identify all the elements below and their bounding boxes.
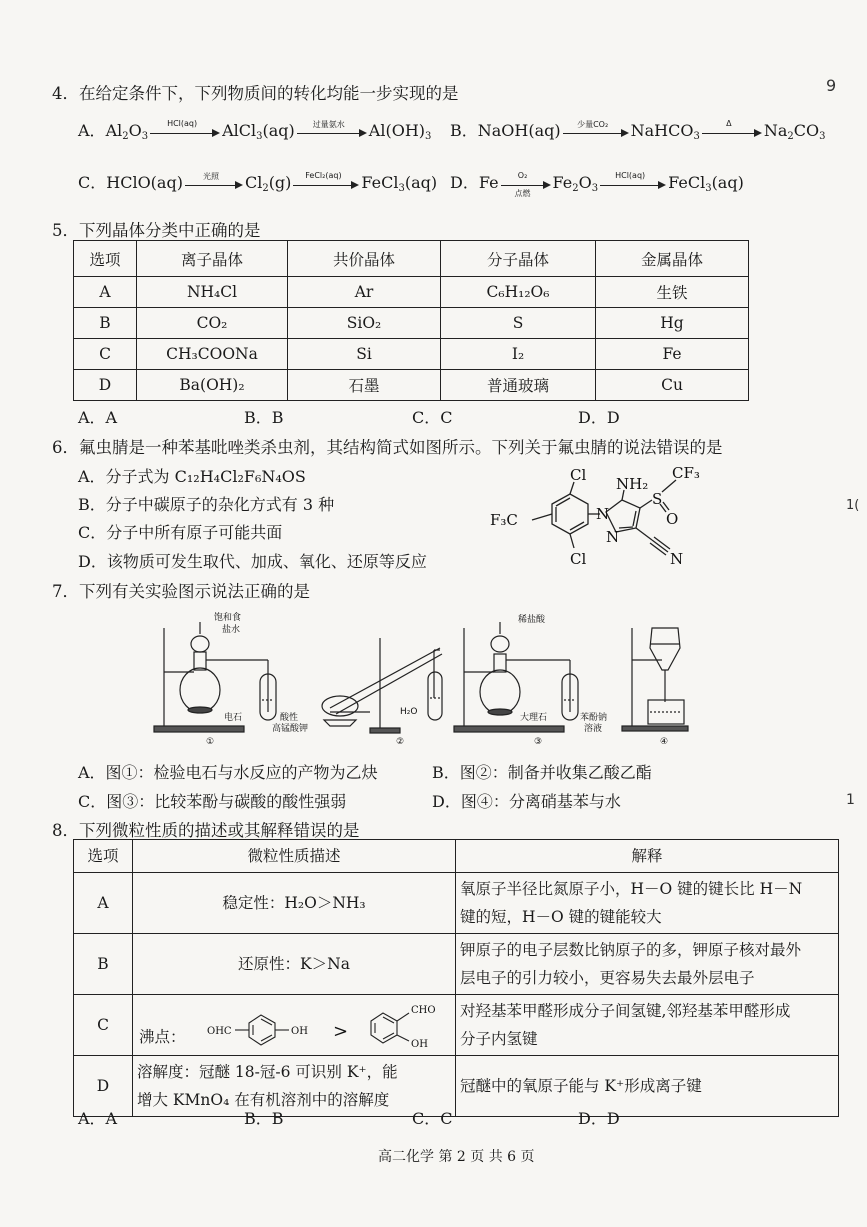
question-7-stem: 7．下列有关实验图示说法正确的是 [52, 582, 310, 601]
q8-answer-b: B．B [244, 1109, 284, 1128]
figure-4-separating-funnel [622, 628, 688, 731]
figure-3-label-hcl: 稀盐酸 [518, 615, 546, 625]
crystal-classification-table [73, 240, 749, 401]
reaction-arrow-icon: FeCl₂(aq) [293, 177, 359, 191]
figure-4-number: ④ [660, 737, 669, 747]
reaction-arrow-icon: HCl(aq) [600, 177, 666, 191]
particle-properties-table [73, 839, 839, 1117]
table-cell: Cu [596, 370, 749, 401]
description-line: 溶解度：冠醚 18-冠-6 可识别 K⁺，能 [137, 1063, 398, 1081]
table-cell [456, 995, 839, 1056]
table-cell: Hg [596, 308, 749, 339]
q8-answer-d: D．D [578, 1109, 620, 1128]
table-cell: 冠醚中的氧原子能与 K⁺形成离子键 [456, 1056, 839, 1117]
experiment-apparatus-figures [150, 608, 690, 750]
table-header-cell: 共价晶体 [288, 241, 441, 277]
table-cell: D [74, 1056, 133, 1117]
benzene-ring [552, 494, 588, 534]
greater-than-sign: > [333, 1021, 349, 1042]
table-cell: I₂ [441, 339, 596, 370]
table-cell: S [441, 308, 596, 339]
table-header-row [74, 840, 839, 873]
q6-option-b: B．分子中碳原子的杂化方式有 3 种 [78, 495, 335, 514]
figure-2-number: ② [396, 737, 405, 747]
table-header-cell: 选项 [74, 840, 133, 873]
pyrazole-n1-label: N [596, 505, 610, 523]
boiling-point-label: 沸点： [139, 1028, 186, 1046]
figure-3-acidity-apparatus [454, 622, 578, 732]
table-cell [456, 934, 839, 995]
q7-option-b: B．图②：制备并收集乙酸乙酯 [432, 763, 652, 782]
figure-2-label-water: H₂O [400, 707, 418, 717]
table-header-cell: 离子晶体 [137, 241, 288, 277]
q4-option-d: D．Fe O₂ 点燃 $Fe_2O_3$ HCl(aq) FeCl$_3$(aq) [450, 170, 744, 198]
table-cell: 稳定性：H₂O＞NH₃ [133, 873, 456, 934]
table-cell: Si [288, 339, 441, 370]
q7-option-d: D．图④：分离硝基苯与水 [432, 792, 621, 811]
q4-option-b: B．NaOH(aq) 少量CO₂ NaHCO$_3$ Δ $Na_2CO_3$ [450, 118, 826, 142]
ortho-hydroxyl-label: OH [411, 1039, 428, 1050]
figure-1-label-saltwater: 饱和食 [214, 613, 242, 623]
table-cell: C [74, 339, 137, 370]
q8-answer-a: A．A [78, 1109, 118, 1128]
table-cell: 石墨 [288, 370, 441, 401]
table-row [74, 1056, 839, 1117]
explanation-line: 层电子的引力较小，更容易失去最外层电子 [460, 969, 755, 987]
table-cell [456, 873, 839, 934]
margin-mark: 1 [846, 792, 855, 808]
reaction-arrow-icon: 过量氨水 [297, 125, 367, 139]
reaction-arrow-icon: 少量CO₂ [563, 125, 629, 139]
table-row [74, 339, 749, 370]
hydroxybenzaldehyde-comparison [195, 997, 445, 1053]
figure-1-label-carbide: 电石 [224, 713, 243, 723]
reaction-arrow-icon: Δ [702, 125, 762, 139]
table-cell: B [74, 934, 133, 995]
table-header-cell: 金属晶体 [596, 241, 749, 277]
q7-option-c: C．图③：比较苯酚与碳酸的酸性强弱 [78, 792, 347, 811]
figure-1-label-saltwater-2: 盐水 [222, 625, 241, 635]
sulfur-label: S [652, 490, 663, 508]
table-cell: NH₄Cl [137, 277, 288, 308]
table-row [74, 995, 839, 1056]
fipronil-structure-diagram [490, 462, 720, 574]
figure-3-label-marble: 大理石 [520, 713, 548, 723]
para-hydroxyl-label: OH [291, 1026, 308, 1037]
figure-1-label-permanganate: 高锰酸钾 [272, 724, 309, 734]
reaction-arrow-icon: HCl(aq) [150, 125, 220, 139]
q5-answer-b: B．B [244, 408, 284, 427]
explanation-line: 键的短，H－O 键的键能较大 [460, 908, 662, 926]
figure-1-acetylene-apparatus [154, 622, 276, 732]
reaction-arrow-icon: 光照 [185, 177, 243, 191]
table-row [74, 934, 839, 995]
q5-answer-a: A．A [78, 408, 118, 427]
question-5-stem: 5．下列晶体分类中正确的是 [52, 221, 261, 240]
figure-1-number: ① [206, 737, 215, 747]
table-cell: SiO₂ [288, 308, 441, 339]
table-cell: C [74, 995, 133, 1056]
figure-2-ester-apparatus [322, 638, 442, 733]
explanation-line: 钾原子的电子层数比钠原子的多，钾原子核对最外 [460, 941, 802, 959]
q8-answer-c: C．C [412, 1109, 453, 1128]
figure-3-label-phenoxide: 苯酚钠 [580, 713, 608, 723]
table-cell: A [74, 873, 133, 934]
trifluoromethyl-label: F₃C [490, 511, 518, 529]
margin-mark: 1( [846, 498, 860, 513]
oxygen-label: O [666, 510, 679, 528]
q6-option-a: A．分子式为 C₁₂H₄Cl₂F₆N₄OS [78, 467, 306, 486]
table-cell: Ar [288, 277, 441, 308]
cf3-label: CF₃ [672, 464, 700, 482]
table-row [74, 308, 749, 339]
chlorine-top-label: Cl [570, 466, 587, 484]
figure-3-label-solution: 溶液 [584, 724, 603, 734]
table-cell: CH₃COONa [137, 339, 288, 370]
table-header-cell: 选项 [74, 241, 137, 277]
amino-group-label: NH₂ [616, 475, 649, 493]
table-cell: B [74, 308, 137, 339]
question-6-stem: 6．氟虫腈是一种苯基吡唑类杀虫剂，其结构简式如图所示。下列关于氟虫腈的说法错误的是 [52, 438, 723, 457]
explanation-line: 分子内氢键 [460, 1030, 538, 1048]
table-header-cell: 解释 [456, 840, 839, 873]
q6-option-d: D．该物质可发生取代、加成、氧化、还原等反应 [78, 552, 427, 571]
table-cell [133, 995, 456, 1056]
table-cell: 还原性：K＞Na [133, 934, 456, 995]
table-cell: C₆H₁₂O₆ [441, 277, 596, 308]
page-corner-number: 9 [826, 76, 837, 95]
table-header-row [74, 241, 749, 277]
para-aldehyde-label: OHC [207, 1026, 232, 1037]
q4-option-a: A．$Al_2O_3$ HCl(aq) AlCl$_3$(aq) 过量氨水 $Al(OH)_3$ [78, 118, 432, 142]
q6-option-c: C．分子中所有原子可能共面 [78, 523, 283, 542]
reaction-arrow-icon: O₂ 点燃 [501, 177, 551, 191]
table-row [74, 277, 749, 308]
q7-option-a: A．图①：检验电石与水反应的产物为乙炔 [78, 763, 378, 782]
table-header-cell: 分子晶体 [441, 241, 596, 277]
question-4-stem: 4．在给定条件下，下列物质间的转化均能一步实现的是 [52, 84, 459, 103]
q5-answer-d: D．D [578, 408, 620, 427]
table-row [74, 873, 839, 934]
pyrazole-n2-label: N [606, 528, 620, 546]
chlorine-bottom-label: Cl [570, 550, 587, 568]
table-cell: 普通玻璃 [441, 370, 596, 401]
question-8-stem: 8．下列微粒性质的描述或其解释错误的是 [52, 821, 360, 840]
table-header-cell: 微粒性质描述 [133, 840, 456, 873]
table-cell: D [74, 370, 137, 401]
table-cell: Fe [596, 339, 749, 370]
q5-answer-c: C．C [412, 408, 453, 427]
figure-1-label-acidic: 酸性 [280, 713, 299, 723]
table-cell: Ba(OH)₂ [137, 370, 288, 401]
table-cell: 生铁 [596, 277, 749, 308]
table-cell: A [74, 277, 137, 308]
explanation-line: 氧原子半径比氮原子小，H－O 键的键长比 H－N [460, 880, 803, 898]
nitrile-n-label: N [670, 550, 684, 568]
description-line: 增大 KMnO₄ 在有机溶剂中的溶解度 [137, 1091, 390, 1109]
q4-option-c: C．HClO(aq) 光照 $Cl_2(g)$ FeCl₂(aq) FeCl$_3$(aq) [78, 170, 438, 194]
explanation-line: 对羟基苯甲醛形成分子间氢键,邻羟基苯甲醛形成 [460, 1002, 791, 1020]
page-footer: 高二化学 第 2 页 共 6 页 [378, 1149, 535, 1165]
figure-3-number: ③ [534, 737, 543, 747]
ortho-aldehyde-label: CHO [411, 1005, 436, 1016]
table-cell: CO₂ [137, 308, 288, 339]
table-row [74, 370, 749, 401]
table-cell [133, 1056, 456, 1117]
